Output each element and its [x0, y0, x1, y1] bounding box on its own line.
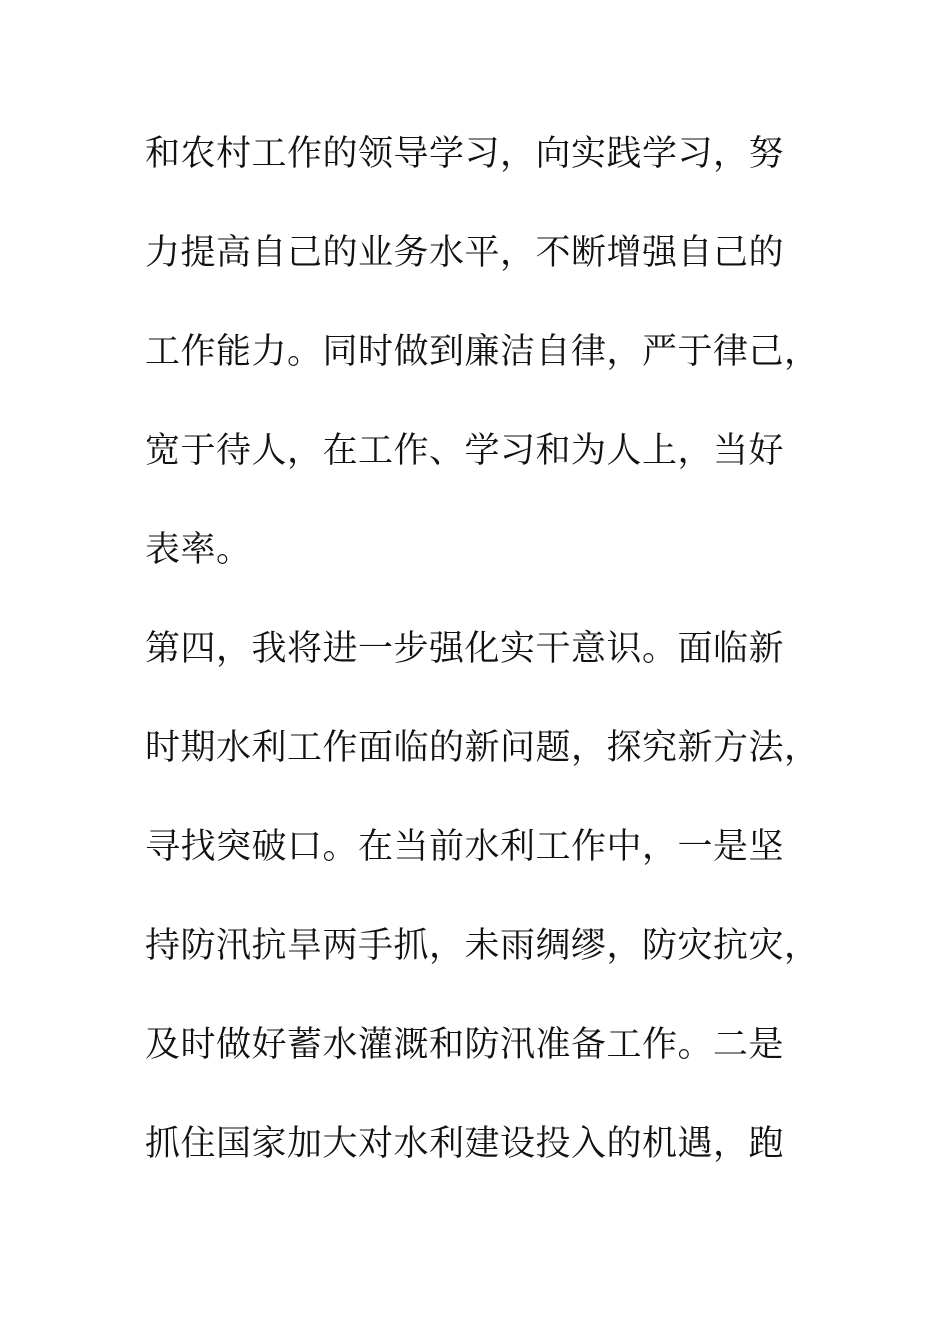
text-line: 第四，我将进一步强化实干意识。面临新 — [145, 629, 785, 669]
text-line: 时期水利工作面临的新问题，探究新方法， — [145, 728, 820, 768]
text-line: 持防汛抗旱两手抓，未雨绸缪，防灾抗灾， — [145, 926, 820, 966]
text-line: 宽于待人，在工作、学习和为人上，当好 — [145, 431, 785, 471]
text-line: 力提高自己的业务水平，不断增强自己的 — [145, 233, 785, 273]
document-body — [145, 124, 820, 1213]
text-line: 寻找突破口。在当前水利工作中，一是坚 — [145, 827, 785, 867]
text-line: 及时做好蓄水灌溉和防汛准备工作。二是 — [145, 1025, 785, 1065]
text-line: 工作能力。同时做到廉洁自律，严于律己， — [145, 332, 820, 372]
text-line: 抓住国家加大对水利建设投入的机遇，跑 — [145, 1124, 785, 1164]
text-line: 和农村工作的领导学习，向实践学习，努 — [145, 134, 785, 174]
text-line: 表率。 — [145, 530, 252, 570]
